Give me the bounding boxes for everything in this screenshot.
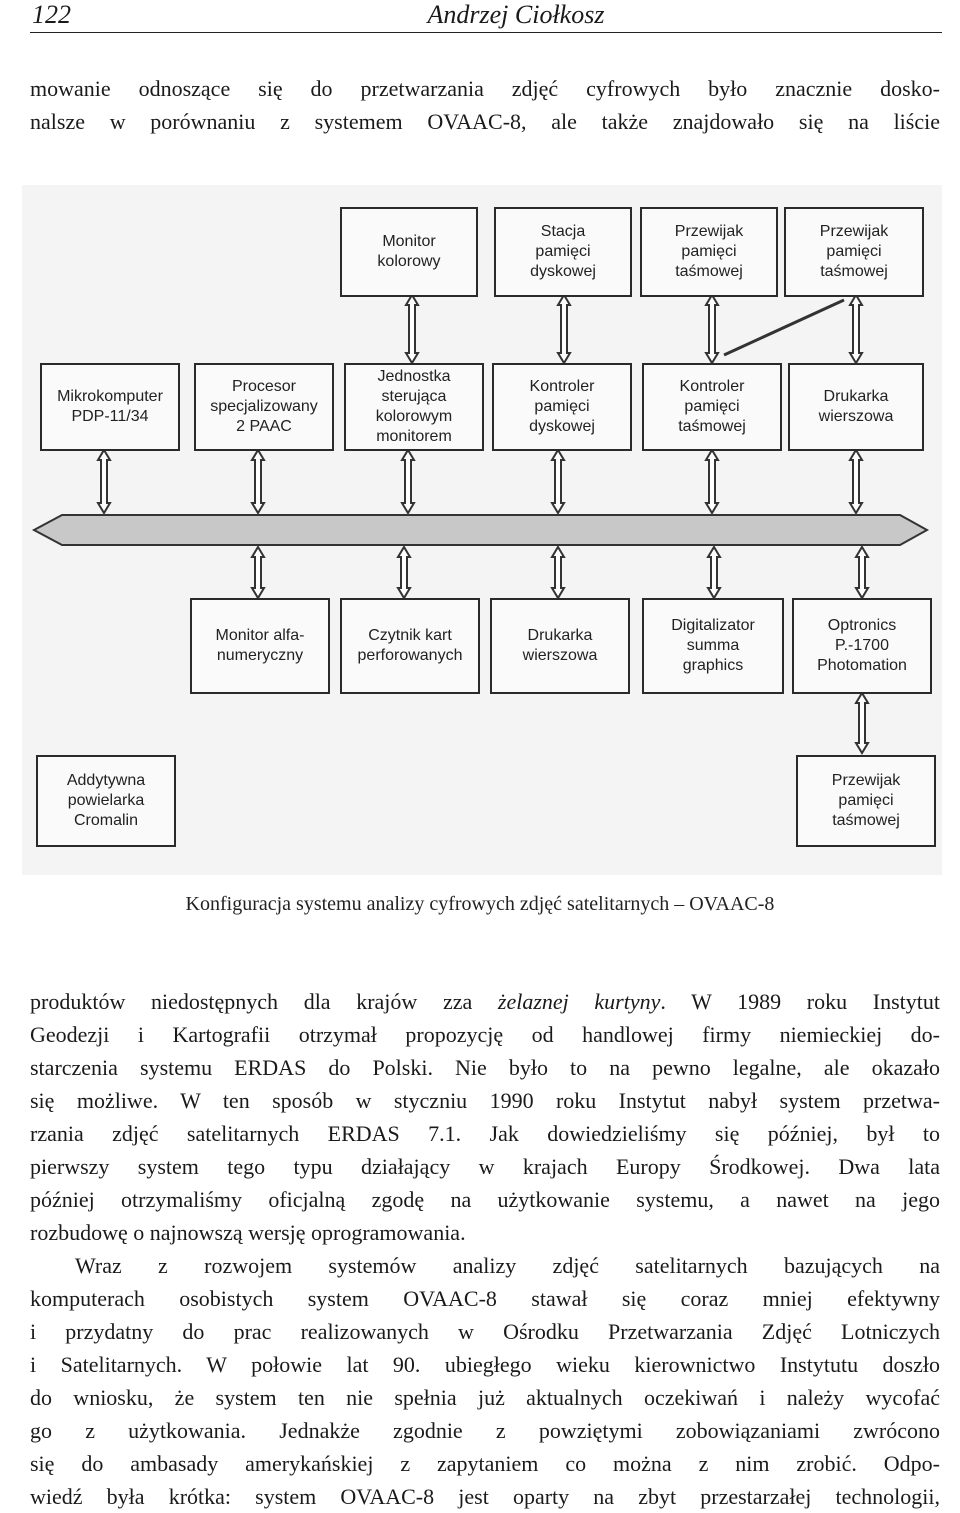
box-tape-drive-1: Przewijak pamięci taśmowej bbox=[640, 207, 778, 297]
text-line: i przydatny do prac realizowanych w Ośrodku Przetwarzania Zdjęć Lotniczych bbox=[30, 1319, 940, 1344]
text-line: rzania zdjęć satelitarnych ERDAS 7.1. Jak dowiedzieliśmy się później, był to bbox=[30, 1121, 940, 1146]
box-tape-drive-2: Przewijak pamięci taśmowej bbox=[784, 207, 924, 297]
box-special-processor: Procesor specjalizowany 2 PAAC bbox=[194, 363, 334, 451]
text-line: rozbudowę o najnowszą wersję oprogramowania. bbox=[30, 1220, 466, 1245]
text-line: mowanie odnoszące się do przetwarzania zdjęć cyfrowych było znacznie dosko- bbox=[30, 76, 940, 101]
text-line: wiedź była krótka: system OVAAC-8 jest oparty na zbyt przestarzałej technologii, bbox=[30, 1484, 940, 1509]
text-line: i Satelitarnych. W połowie lat 90. ubiegłego wieku kierownictwo Instytutu doszło bbox=[30, 1352, 940, 1377]
box-tape-controller: Kontroler pamięci taśmowej bbox=[642, 363, 782, 451]
page-header bbox=[30, 0, 942, 33]
system-configuration-diagram bbox=[22, 185, 942, 875]
text-line: komputerach osobistych system OVAAC-8 stawał się coraz mniej efektywny bbox=[30, 1286, 940, 1311]
box-disk-storage-station: Stacja pamięci dyskowej bbox=[494, 207, 632, 297]
running-head-author: Andrzej Ciołkosz bbox=[427, 0, 605, 29]
text-line: pierwszy system tego typu działający w krajach Europy Środkowej. Dwa lata bbox=[30, 1154, 940, 1179]
text-line: się możliwe. W ten sposób w styczniu 1990 roku Instytut nabył system przetwa- bbox=[30, 1088, 940, 1113]
box-monitor-control-unit: Jednostka sterująca kolorowym monitorem bbox=[344, 363, 484, 451]
box-disk-controller: Kontroler pamięci dyskowej bbox=[492, 363, 632, 451]
text-line: później otrzymaliśmy oficjalną zgodę na użytkowanie systemu, a nawet na jego bbox=[30, 1187, 940, 1212]
box-optronics: Optronics P.-1700 Photomation bbox=[792, 598, 932, 694]
box-color-monitor: Monitor kolorowy bbox=[340, 207, 478, 297]
page-number: 122 bbox=[32, 0, 71, 29]
text-line: się do ambasady amerykańskiej z zapytaniem co można z nim zrobić. Odpo- bbox=[30, 1451, 940, 1476]
body-text bbox=[30, 985, 940, 1513]
text-line: Wraz z rozwojem systemów analizy zdjęć satelitarnych bazujących na bbox=[75, 1253, 940, 1278]
text-fragment: . W 1989 roku Instytut bbox=[660, 989, 940, 1014]
text-line: go z użytkowania. Jednakże zgodnie z powziętymi zobowiązaniami zwrócono bbox=[30, 1418, 940, 1443]
text-line bbox=[30, 985, 940, 1018]
box-alphanumeric-monitor: Monitor alfa- numeryczny bbox=[190, 598, 330, 694]
box-line-printer-bottom: Drukarka wierszowa bbox=[490, 598, 630, 694]
italic-phrase: żelaznej kurtyny bbox=[497, 989, 661, 1014]
top-paragraph bbox=[30, 72, 940, 138]
box-tape-drive-3: Przewijak pamięci taśmowej bbox=[796, 755, 936, 847]
text-fragment: produktów niedostępnych dla krajów zza bbox=[30, 989, 498, 1014]
box-cromalin-copier: Addytywna powielarka Cromalin bbox=[36, 755, 176, 847]
figure-caption: Konfiguracja systemu analizy cyfrowych zdjęć satelitarnych – OVAAC-8 bbox=[185, 893, 775, 915]
box-digitizer: Digitalizator summa graphics bbox=[642, 598, 784, 694]
text-line: do wniosku, że system ten nie spełnia już aktualnych oczekiwań i należy wycofać bbox=[30, 1385, 940, 1410]
system-bus bbox=[34, 515, 927, 545]
text-line: Geodezji i Kartografii otrzymał propozycję od handlowej firmy niemieckiej do- bbox=[30, 1022, 940, 1047]
box-line-printer-top: Drukarka wierszowa bbox=[788, 363, 924, 451]
text-line: nalsze w porównaniu z systemem OVAAC-8, ale także znajdowało się na liście bbox=[30, 109, 940, 134]
text-line: starczenia systemu ERDAS do Polski. Nie było to na pewno legalne, ale okazało bbox=[30, 1055, 940, 1080]
box-microcomputer: Mikrokomputer PDP-11/34 bbox=[40, 363, 180, 451]
box-punch-card-reader: Czytnik kart perforowanych bbox=[340, 598, 480, 694]
